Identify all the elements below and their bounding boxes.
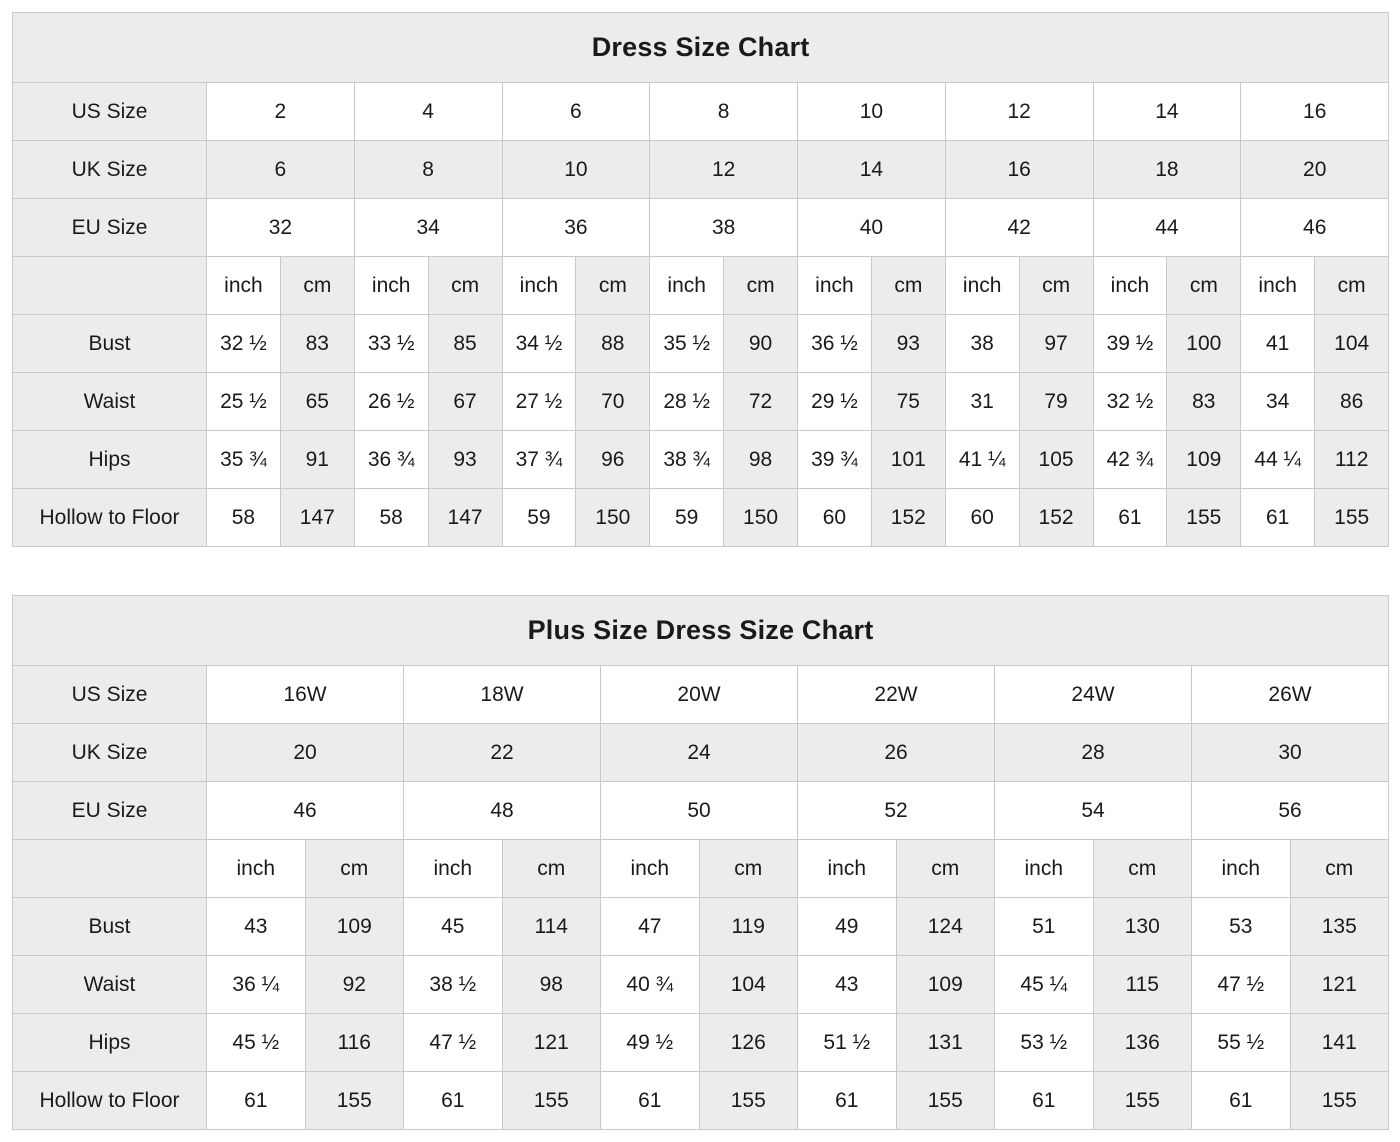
measurement-value: 45 ½	[207, 1014, 306, 1072]
measurement-value: 91	[280, 431, 354, 489]
measurement-value: 155	[699, 1072, 798, 1130]
measurement-label: Bust	[13, 315, 207, 373]
measurement-value: 40 ¾	[601, 956, 700, 1014]
measurement-row	[13, 489, 1389, 547]
measurement-value: 109	[305, 898, 404, 956]
measurement-value: 155	[896, 1072, 995, 1130]
measurement-value: 59	[650, 489, 724, 547]
unit-header-inch: inch	[354, 257, 428, 315]
unit-header-inch: inch	[945, 257, 1019, 315]
measurement-value: 147	[280, 489, 354, 547]
measurement-value: 93	[871, 315, 945, 373]
measurement-value: 37 ¾	[502, 431, 576, 489]
measurement-value: 65	[280, 373, 354, 431]
measurement-row	[13, 1072, 1389, 1130]
measurement-value: 53 ½	[995, 1014, 1094, 1072]
measurement-value: 29 ½	[798, 373, 872, 431]
measurement-value: 126	[699, 1014, 798, 1072]
unit-header-cm: cm	[1315, 257, 1389, 315]
measurement-value: 35 ¾	[207, 431, 281, 489]
unit-header-cm: cm	[1290, 840, 1389, 898]
measurement-value: 39 ½	[1093, 315, 1167, 373]
measurement-value: 72	[724, 373, 798, 431]
measurement-value: 28 ½	[650, 373, 724, 431]
measurement-value: 39 ¾	[798, 431, 872, 489]
size-value-us: 2	[207, 83, 355, 141]
measurement-value: 109	[896, 956, 995, 1014]
measurement-value: 152	[1019, 489, 1093, 547]
size-value-eu: 46	[1241, 199, 1389, 257]
measurement-value: 147	[428, 489, 502, 547]
size-value-us: 26W	[1192, 666, 1389, 724]
size-value-uk: 26	[798, 724, 995, 782]
measurement-value: 93	[428, 431, 502, 489]
measurement-value: 135	[1290, 898, 1389, 956]
chart-title: Plus Size Dress Size Chart	[13, 596, 1389, 666]
measurement-label: Hollow to Floor	[13, 1072, 207, 1130]
size-value-eu: 42	[945, 199, 1093, 257]
unit-header-inch: inch	[207, 840, 306, 898]
measurement-label: Hips	[13, 431, 207, 489]
size-value-eu: 38	[650, 199, 798, 257]
measurement-value: 109	[1167, 431, 1241, 489]
measurement-value: 60	[945, 489, 1019, 547]
chart-title-row	[13, 596, 1389, 666]
unit-header-cm: cm	[576, 257, 650, 315]
measurement-value: 61	[995, 1072, 1094, 1130]
measurement-value: 31	[945, 373, 1019, 431]
measurement-value: 155	[305, 1072, 404, 1130]
size-row-eu	[13, 199, 1389, 257]
unit-header-cm: cm	[428, 257, 502, 315]
measurement-value: 45 ¼	[995, 956, 1094, 1014]
size-value-uk: 16	[945, 141, 1093, 199]
measurement-value: 38	[945, 315, 1019, 373]
measurement-value: 79	[1019, 373, 1093, 431]
size-chart-table	[12, 12, 1389, 547]
size-row-eu	[13, 782, 1389, 840]
measurement-value: 32 ½	[207, 315, 281, 373]
measurement-value: 150	[576, 489, 650, 547]
unit-header-cm: cm	[871, 257, 945, 315]
size-value-uk: 6	[207, 141, 355, 199]
size-value-uk: 12	[650, 141, 798, 199]
measurement-value: 131	[896, 1014, 995, 1072]
measurement-value: 104	[1315, 315, 1389, 373]
measurement-value: 47	[601, 898, 700, 956]
measurement-label: Hollow to Floor	[13, 489, 207, 547]
measurement-value: 119	[699, 898, 798, 956]
measurement-value: 51	[995, 898, 1094, 956]
chart-title: Dress Size Chart	[13, 13, 1389, 83]
size-value-eu: 46	[207, 782, 404, 840]
unit-header-inch: inch	[995, 840, 1094, 898]
measurement-value: 96	[576, 431, 650, 489]
measurement-value: 88	[576, 315, 650, 373]
unit-header-inch: inch	[1192, 840, 1291, 898]
row-label: EU Size	[13, 782, 207, 840]
size-value-uk: 24	[601, 724, 798, 782]
measurement-value: 42 ¾	[1093, 431, 1167, 489]
chart-title-row	[13, 13, 1389, 83]
measurement-value: 34	[1241, 373, 1315, 431]
row-label: UK Size	[13, 141, 207, 199]
size-value-eu: 52	[798, 782, 995, 840]
unit-header-inch: inch	[502, 257, 576, 315]
units-row	[13, 840, 1389, 898]
size-value-uk: 22	[404, 724, 601, 782]
measurement-value: 70	[576, 373, 650, 431]
measurement-value: 33 ½	[354, 315, 428, 373]
size-row-uk	[13, 724, 1389, 782]
unit-header-cm: cm	[1019, 257, 1093, 315]
measurement-value: 35 ½	[650, 315, 724, 373]
measurement-value: 150	[724, 489, 798, 547]
size-value-eu: 56	[1192, 782, 1389, 840]
size-value-us: 12	[945, 83, 1093, 141]
size-value-us: 20W	[601, 666, 798, 724]
size-value-eu: 40	[798, 199, 946, 257]
row-label-empty	[13, 840, 207, 898]
unit-header-inch: inch	[404, 840, 503, 898]
measurement-value: 155	[1315, 489, 1389, 547]
size-value-eu: 48	[404, 782, 601, 840]
measurement-value: 58	[207, 489, 281, 547]
measurement-value: 61	[601, 1072, 700, 1130]
row-label: UK Size	[13, 724, 207, 782]
size-value-us: 16	[1241, 83, 1389, 141]
measurement-value: 61	[798, 1072, 897, 1130]
measurement-value: 27 ½	[502, 373, 576, 431]
measurement-value: 97	[1019, 315, 1093, 373]
size-value-us: 4	[354, 83, 502, 141]
measurement-value: 61	[404, 1072, 503, 1130]
size-chart-table	[12, 595, 1389, 1130]
measurement-value: 121	[1290, 956, 1389, 1014]
measurement-value: 67	[428, 373, 502, 431]
measurement-value: 36 ½	[798, 315, 872, 373]
unit-header-cm: cm	[305, 840, 404, 898]
size-value-uk: 30	[1192, 724, 1389, 782]
measurement-value: 60	[798, 489, 872, 547]
measurement-row	[13, 898, 1389, 956]
measurement-value: 101	[871, 431, 945, 489]
unit-header-cm: cm	[1167, 257, 1241, 315]
unit-header-cm: cm	[724, 257, 798, 315]
measurement-value: 43	[798, 956, 897, 1014]
measurement-value: 36 ¾	[354, 431, 428, 489]
unit-header-cm: cm	[502, 840, 601, 898]
measurement-value: 136	[1093, 1014, 1192, 1072]
unit-header-cm: cm	[280, 257, 354, 315]
unit-header-inch: inch	[601, 840, 700, 898]
size-value-us: 10	[798, 83, 946, 141]
row-label: US Size	[13, 666, 207, 724]
size-value-uk: 10	[502, 141, 650, 199]
measurement-value: 141	[1290, 1014, 1389, 1072]
measurement-label: Bust	[13, 898, 207, 956]
measurement-value: 124	[896, 898, 995, 956]
measurement-value: 34 ½	[502, 315, 576, 373]
unit-header-inch: inch	[798, 840, 897, 898]
measurement-value: 86	[1315, 373, 1389, 431]
measurement-value: 61	[207, 1072, 306, 1130]
measurement-label: Waist	[13, 373, 207, 431]
measurement-value: 38 ¾	[650, 431, 724, 489]
unit-header-cm: cm	[699, 840, 798, 898]
size-value-us: 24W	[995, 666, 1192, 724]
measurement-value: 155	[1167, 489, 1241, 547]
measurement-value: 51 ½	[798, 1014, 897, 1072]
measurement-value: 105	[1019, 431, 1093, 489]
size-value-eu: 50	[601, 782, 798, 840]
size-value-us: 14	[1093, 83, 1241, 141]
measurement-value: 43	[207, 898, 306, 956]
measurement-value: 61	[1093, 489, 1167, 547]
measurement-value: 45	[404, 898, 503, 956]
measurement-value: 104	[699, 956, 798, 1014]
unit-header-inch: inch	[1241, 257, 1315, 315]
measurement-value: 90	[724, 315, 798, 373]
row-label: US Size	[13, 83, 207, 141]
measurement-value: 121	[502, 1014, 601, 1072]
measurement-value: 100	[1167, 315, 1241, 373]
measurement-value: 155	[502, 1072, 601, 1130]
measurement-value: 83	[1167, 373, 1241, 431]
measurement-value: 98	[502, 956, 601, 1014]
measurement-value: 53	[1192, 898, 1291, 956]
measurement-value: 58	[354, 489, 428, 547]
size-value-eu: 32	[207, 199, 355, 257]
unit-header-inch: inch	[798, 257, 872, 315]
measurement-value: 116	[305, 1014, 404, 1072]
measurement-value: 61	[1241, 489, 1315, 547]
measurement-label: Hips	[13, 1014, 207, 1072]
measurement-value: 98	[724, 431, 798, 489]
measurement-value: 41	[1241, 315, 1315, 373]
unit-header-cm: cm	[896, 840, 995, 898]
size-row-us	[13, 83, 1389, 141]
measurement-value: 92	[305, 956, 404, 1014]
measurement-value: 41 ¼	[945, 431, 1019, 489]
size-value-uk: 20	[207, 724, 404, 782]
size-value-uk: 20	[1241, 141, 1389, 199]
measurement-value: 47 ½	[1192, 956, 1291, 1014]
size-value-eu: 34	[354, 199, 502, 257]
size-row-uk	[13, 141, 1389, 199]
size-value-eu: 54	[995, 782, 1192, 840]
measurement-value: 112	[1315, 431, 1389, 489]
measurement-value: 49 ½	[601, 1014, 700, 1072]
measurement-value: 25 ½	[207, 373, 281, 431]
size-value-uk: 18	[1093, 141, 1241, 199]
size-value-us: 22W	[798, 666, 995, 724]
units-row	[13, 257, 1389, 315]
measurement-value: 59	[502, 489, 576, 547]
unit-header-cm: cm	[1093, 840, 1192, 898]
measurement-value: 49	[798, 898, 897, 956]
measurement-value: 130	[1093, 898, 1192, 956]
unit-header-inch: inch	[1093, 257, 1167, 315]
measurement-value: 36 ¼	[207, 956, 306, 1014]
measurement-value: 85	[428, 315, 502, 373]
measurement-row	[13, 1014, 1389, 1072]
size-value-uk: 14	[798, 141, 946, 199]
row-label: EU Size	[13, 199, 207, 257]
unit-header-inch: inch	[650, 257, 724, 315]
size-value-us: 6	[502, 83, 650, 141]
size-value-uk: 28	[995, 724, 1192, 782]
measurement-row	[13, 315, 1389, 373]
size-value-us: 16W	[207, 666, 404, 724]
measurement-value: 44 ¼	[1241, 431, 1315, 489]
measurement-value: 155	[1093, 1072, 1192, 1130]
size-row-us	[13, 666, 1389, 724]
measurement-value: 115	[1093, 956, 1192, 1014]
measurement-value: 155	[1290, 1072, 1389, 1130]
measurement-row	[13, 373, 1389, 431]
measurement-value: 75	[871, 373, 945, 431]
measurement-value: 26 ½	[354, 373, 428, 431]
measurement-value: 61	[1192, 1072, 1291, 1130]
measurement-row	[13, 956, 1389, 1014]
measurement-value: 152	[871, 489, 945, 547]
measurement-label: Waist	[13, 956, 207, 1014]
measurement-value: 32 ½	[1093, 373, 1167, 431]
measurement-value: 47 ½	[404, 1014, 503, 1072]
unit-header-inch: inch	[207, 257, 281, 315]
size-value-us: 18W	[404, 666, 601, 724]
measurement-value: 83	[280, 315, 354, 373]
measurement-value: 38 ½	[404, 956, 503, 1014]
row-label-empty	[13, 257, 207, 315]
size-value-eu: 44	[1093, 199, 1241, 257]
size-value-eu: 36	[502, 199, 650, 257]
charts-container	[12, 12, 1388, 1130]
measurement-row	[13, 431, 1389, 489]
size-value-us: 8	[650, 83, 798, 141]
measurement-value: 55 ½	[1192, 1014, 1291, 1072]
measurement-value: 114	[502, 898, 601, 956]
size-value-uk: 8	[354, 141, 502, 199]
